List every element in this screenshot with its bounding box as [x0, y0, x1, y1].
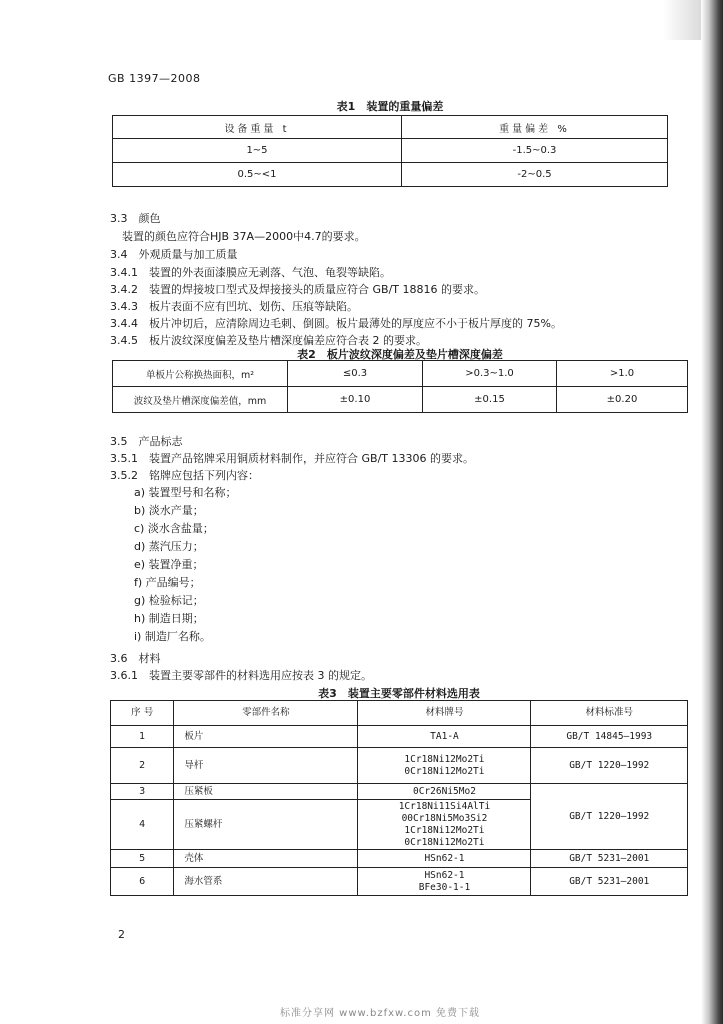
table-cell: 0Cr26Ni5Mo2 [358, 784, 531, 800]
table3-header-standard: 材料标准号 [531, 701, 688, 726]
table1 [112, 115, 668, 187]
clause-3-4-5: 3.4.5 板片波纹深度偏差及垫片槽深度偏差应符合表 2 的要求。 [110, 334, 427, 347]
table-cell: 1Cr18Ni12Mo2Ti 0Cr18Ni12Mo2Ti [358, 748, 531, 784]
table-cell: 导杆 [174, 748, 358, 784]
table-cell: ±0.20 [557, 387, 688, 413]
table-row [111, 726, 688, 748]
table-cell: 1 [111, 726, 174, 748]
table-cell: GB/T 5231—2001 [531, 850, 688, 868]
table-cell: 5 [111, 850, 174, 868]
scan-edge-shadow [701, 0, 723, 1024]
list-item: i) 制造厂名称。 [134, 630, 211, 643]
table-cell: 压紧板 [174, 784, 358, 800]
table3-header-grade: 材料牌号 [358, 701, 531, 726]
list-item: c) 淡水含盐量； [134, 522, 214, 535]
table2 [112, 360, 688, 413]
table-cell: 1Cr18Ni11Si4AlTi 00Cr18Ni5Mo3Si2 1Cr18Ni12Mo2Ti 0Cr18Ni12Mo2Ti [358, 800, 531, 850]
clause-3-4-2: 3.4.2 装置的焊接坡口型式及焊接接头的质量应符合 GB/T 18816 的要求。 [110, 283, 485, 296]
table-cell: >1.0 [557, 361, 688, 387]
table-cell: 单板片公称换热面积，m² [113, 361, 288, 387]
list-item: d) 蒸汽压力； [134, 540, 204, 553]
table-cell: TA1-A [358, 726, 531, 748]
table-cell: GB/T 1220—1992 [531, 748, 688, 784]
table3-caption: 表3 装置主要零部件材料选用表 [318, 687, 480, 700]
table-row [111, 748, 688, 784]
list-item: a) 装置型号和名称； [134, 486, 237, 499]
section-3-5: 3.5 产品标志 [110, 435, 183, 448]
table-cell: 1~5 [113, 139, 402, 163]
section-3-3: 3.3 颜色 [110, 212, 161, 225]
table3-header-part: 零部件名称 [174, 701, 358, 726]
table-cell: HSn62-1 BFe30-1-1 [358, 868, 531, 896]
clause-3-5-1: 3.5.1 装置产品铭牌采用铜质材料制作，并应符合 GB/T 13306 的要求。 [110, 452, 474, 465]
table-row [113, 139, 668, 163]
table-cell: 3 [111, 784, 174, 800]
table-row [113, 387, 688, 413]
table-cell: -1.5~0.3 [402, 139, 668, 163]
color-paragraph: 装置的颜色应符合HJB 37A—2000中4.7的要求。 [122, 230, 366, 243]
table-row [113, 361, 688, 387]
table3-header-row [111, 701, 688, 726]
clause-3-4-3: 3.4.3 板片表面不应有凹坑、划伤、压痕等缺陷。 [110, 300, 358, 313]
table-row [111, 784, 688, 800]
table-cell: ≤0.3 [288, 361, 423, 387]
table1-header-row [113, 116, 668, 139]
table-row [113, 163, 668, 187]
clause-3-5-2: 3.5.2 铭牌应包括下列内容： [110, 469, 259, 482]
standard-code: GB 1397—2008 [108, 72, 201, 85]
table3 [110, 700, 688, 896]
table-cell: 2 [111, 748, 174, 784]
table-cell: >0.3~1.0 [423, 361, 557, 387]
table-row [111, 868, 688, 896]
table-cell: -2~0.5 [402, 163, 668, 187]
table-cell: 波纹及垫片槽深度偏差值，mm [113, 387, 288, 413]
table-cell: 压紧螺杆 [174, 800, 358, 850]
table-cell: 板片 [174, 726, 358, 748]
table-cell: GB/T 5231—2001 [531, 868, 688, 896]
list-item: f) 产品编号； [134, 576, 201, 589]
footer-watermark: 标准分享网 www.bzfxw.com 免费下载 [280, 1008, 480, 1019]
table-cell: 6 [111, 868, 174, 896]
section-3-4: 3.4 外观质量与加工质量 [110, 248, 238, 261]
table2-caption: 表2 板片波纹深度偏差及垫片槽深度偏差 [297, 348, 503, 361]
clause-3-4-4: 3.4.4 板片冲切后，应清除周边毛刺、倒圆。板片最薄处的厚度应不小于板片厚度的 75%。 [110, 317, 562, 330]
clause-3-4-1: 3.4.1 装置的外表面漆膜应无剥落、气泡、龟裂等缺陷。 [110, 266, 391, 279]
list-item: e) 装置净重； [134, 558, 204, 571]
table3-header-no: 序 号 [111, 701, 174, 726]
page-number: 2 [118, 928, 125, 941]
table-cell: 壳体 [174, 850, 358, 868]
list-item: g) 检验标记； [134, 594, 204, 607]
table-cell: 0.5~<1 [113, 163, 402, 187]
table-cell: GB/T 1220—1992 [531, 784, 688, 850]
table1-header-deviation: 重量偏差 % [402, 116, 668, 139]
table-cell: ±0.15 [423, 387, 557, 413]
list-item: h) 制造日期； [134, 612, 204, 625]
table1-caption: 表1 装置的重量偏差 [336, 100, 444, 113]
table-cell: GB/T 14845—1993 [531, 726, 688, 748]
section-3-6: 3.6 材料 [110, 652, 161, 665]
table-cell: 海水管系 [174, 868, 358, 896]
list-item: b) 淡水产量； [134, 504, 204, 517]
table-cell: 4 [111, 800, 174, 850]
table-cell: ±0.10 [288, 387, 423, 413]
clause-3-6-1: 3.6.1 装置主要零部件的材料选用应按表 3 的规定。 [110, 669, 372, 682]
table1-header-weight: 设备重量 t [113, 116, 402, 139]
table-cell: HSn62-1 [358, 850, 531, 868]
table-row [111, 850, 688, 868]
